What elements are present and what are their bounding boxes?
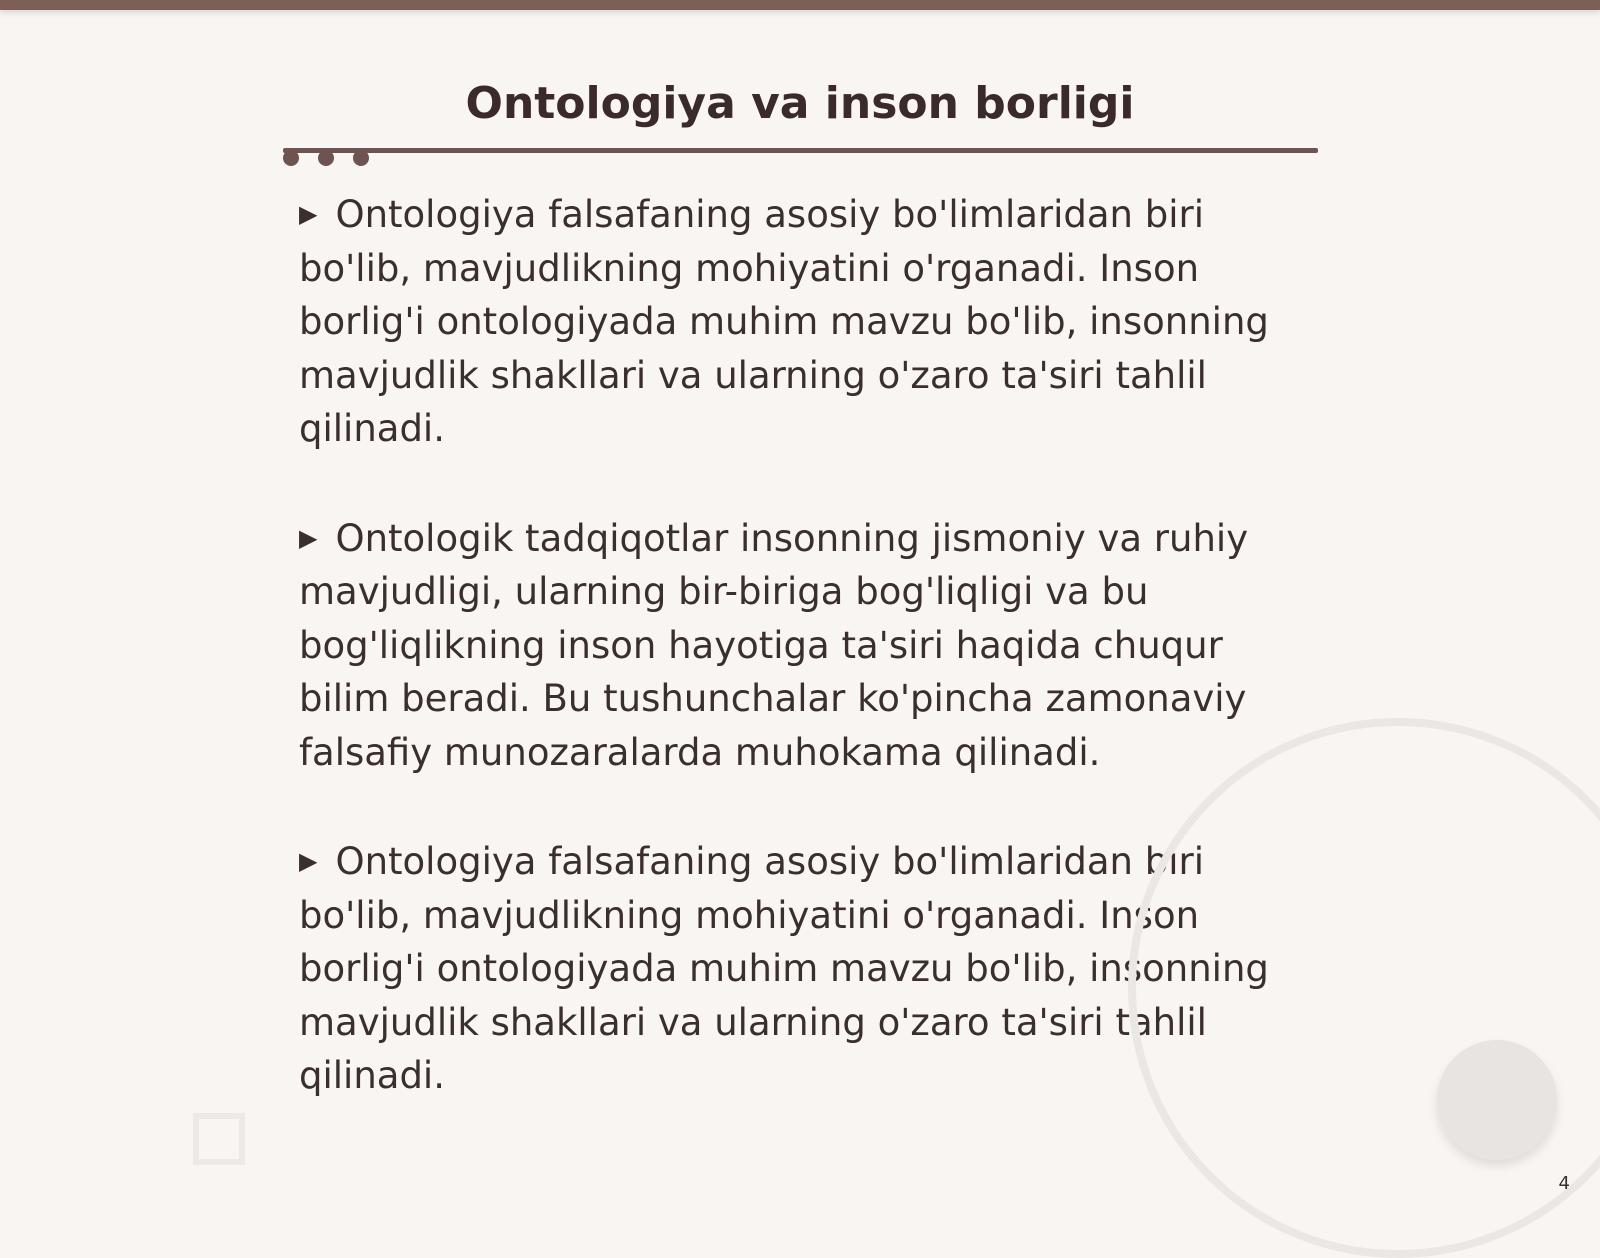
bullet-text-3: Ontologiya falsafaning asosiy bo'limlaridan biri bo'lib, mavjudlikning mohiyatini o'rganadi. Inson borlig'i ontologiyada muhim mavzu bo'lib, insonning mavjudlik shakllari va ularning o'zaro ta'siri tahlil qilinadi.: [299, 840, 1269, 1097]
slide-title: Ontologiya va inson borligi: [465, 78, 1135, 129]
right-triangle-icon: ▶: [299, 523, 318, 552]
bullet-text-1: Ontologiya falsafaning asosiy bo'limlaridan biri bo'lib, mavjudlikning mohiyatini o'rganadi. Inson borlig'i ontologiyada muhim mavzu bo'lib, insonning mavjudlik shakllari va ularning o'zaro ta'siri tahlil qilinadi.: [299, 193, 1269, 450]
decorative-disc: [1437, 1040, 1557, 1160]
page-number: 4: [1558, 1173, 1570, 1194]
title-dot-3: [353, 150, 369, 166]
top-accent-bar: [0, 0, 1600, 10]
bullet-item-2: [299, 512, 1319, 780]
title-dot-2: [318, 150, 334, 166]
title-underline: [283, 148, 1318, 153]
decorative-square: [193, 1113, 245, 1165]
bullet-item-1: [299, 188, 1319, 456]
bullet-text-2: Ontologik tadqiqotlar insonning jismoniy va ruhiy mavjudligi, ularning bir-biriga bog'liqligi va bu bog'liqlikning inson hayotiga ta'siri haqida chuqur bilim beradi. Bu tushunchalar ko'pincha zamonaviy falsafiy munozaralarda muhokama qilinadi.: [299, 516, 1249, 774]
right-triangle-icon: ▶: [299, 200, 318, 228]
title-dot-1: [283, 150, 299, 166]
right-triangle-icon: ▶: [299, 847, 318, 875]
